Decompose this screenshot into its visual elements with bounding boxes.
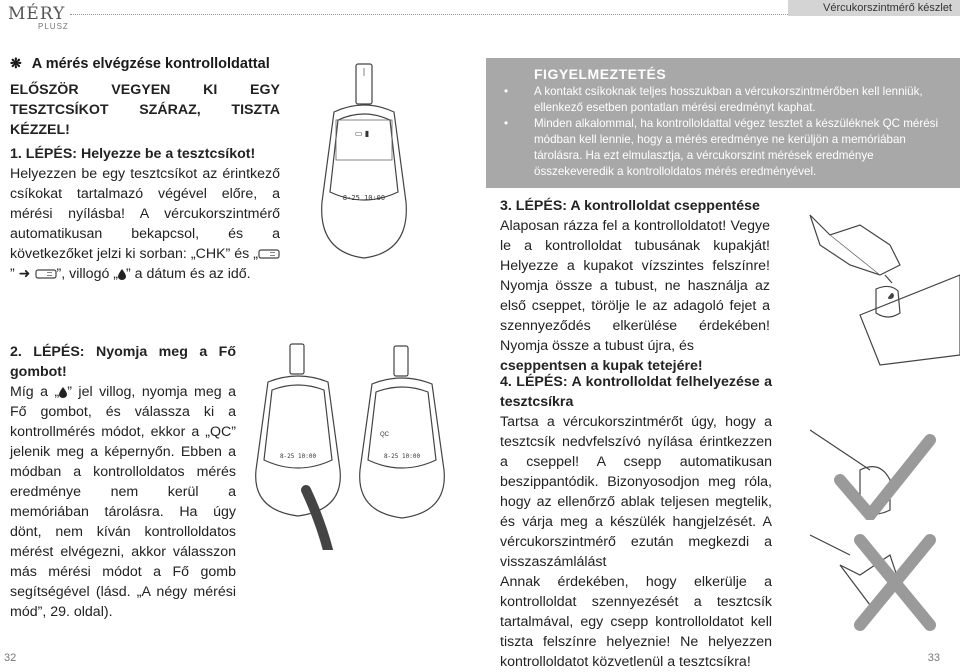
warning-box [486, 58, 960, 188]
drop-icon [118, 269, 126, 280]
step3-emphasis: cseppentsen a kupak tetejére! [500, 358, 703, 374]
checkmark-icon [840, 440, 930, 515]
step4-note: Annak érdekében, hogy elkerülje a kontrolloldat szennyezését a tesztcsík tartalmával, egy csepp kontrolloldatot kell tiszta felszínre helyeznie! Ne helyezzen kontrolloldatot közvetlenül a tesztcsíkra! [500, 574, 772, 670]
header-divider [70, 14, 790, 15]
strip-icon [35, 269, 57, 279]
page-number-left: 32 [4, 652, 17, 664]
intro-instruction: ELŐSZÖR VEGYEN KI EGY TESZTCSÍKOT SZÁRAZ, TISZTA KÉZZEL! [10, 82, 280, 138]
step1-title: 1. LÉPÉS: Helyezze be a tesztcsíkot! [10, 146, 256, 162]
step1-block [10, 80, 280, 284]
section-title [10, 55, 270, 72]
display-strip-icon: ▭ ▮ [354, 129, 370, 138]
section-title-text: A mérés elvégzése kontrolloldattal [31, 56, 270, 72]
step3-title: 3. LÉPÉS: A kontrolloldat cseppentése [500, 198, 760, 214]
meter-illustration-1 [314, 62, 424, 262]
meter-illustration-2 [250, 340, 360, 550]
display-time: 8-25 10:00 [342, 194, 386, 202]
correct-method-illustration [800, 420, 950, 520]
header-tag: Vércukorszintmérő készlet [788, 0, 960, 16]
step3-block [500, 196, 770, 376]
cross-icon [860, 540, 930, 625]
display-time: 8-25 10:00 [279, 453, 317, 460]
step4-block [500, 372, 772, 672]
warning-item: • Minden alkalommal, ha kontrolloldattal végez tesztet a készüléknek QC mérési módban kell lennie, hogy a mérés eredménye ne kerüljön a memóriában tárolásra. Ha ezt elmulasztja, a vércukorszint mérések eredménye összekeveredik a kontrolloldatos mérés eredményével. [500, 116, 944, 180]
step2-title: 2. LÉPÉS: Nyomja meg a Fő gombot! [10, 344, 236, 380]
warning-title: FIGYELMEZTETÉS [534, 66, 667, 82]
step2-text: Míg a „ ” jel villog, nyomja meg a Fő gombot, és válassza ki a kontrollmérés módot, ekkor a „QC” jelenik meg a képernyőn. Ebben a módban a kontrolloldatos mérés eredménye nem kerül a memóriában tárolásra. Ha úgy dönt, nem kíván kontrolloldatos mérést elvégezni, akkor válasszon más mérési módot a Fő gomb segítségével (lásd. „A négy mérési mód”, 29. oldal). [10, 384, 236, 620]
arrow-right-icon: ➜ [18, 266, 31, 282]
step4-text: Tartsa a vércukorszintmérőt úgy, hogy a tesztcsík nedvfelszívó nyílása érintkezzen a cseppel! A csepp automatikusan beszippantódik. Bizonyosodjon meg róla, hogy az ellenőrző ablak teljesen megtelik, és várja meg a készülék hangjelzését. A vércukorszintmérő ezután megkezdi a visszaszámlálást [500, 414, 772, 570]
step3-text: Alaposan rázza fel a kontrolloldatot! Vegye le a kontrolloldat tubusának kupakját! Helyezze a kupakot vízszintes felszínre! Nyomja össze a tubust, ne használja az első cseppet, törölje le az adagoló fejet a szennyeződés elkerülése érdekében! Nyomja össze a tubust újra, és [500, 218, 770, 354]
warning-item: • A kontakt csíkoknak teljes hosszukban a vércukorszintmérőben kell lenniük, ellenkező esetben pontatlan mérési eredményt kaphat. [500, 84, 944, 116]
strip-icon [258, 249, 280, 259]
step4-title: 4. LÉPÉS: A kontrolloldat felhelyezése a tesztcsíkra [500, 374, 772, 410]
step1-text: Helyezzen be egy tesztcsíkot az érintkező csíkokat tartalmazó végével előre, a mérési nyílásba! A vércukorszintmérő automatikusan bekapcsol, és a következőket jelzi ki sorban: „CHK” és „” ➜ ”, villogó „ ” a dátum és az idő. [10, 166, 280, 282]
brand-logo: MÉRY [8, 4, 66, 24]
control-solution-illustration [790, 205, 960, 375]
display-time: 8-25 10:00 [383, 453, 421, 460]
page-number-right: 33 [927, 652, 940, 664]
step2-block [10, 342, 236, 622]
brand-logo-sub: PLUSZ [38, 22, 69, 31]
incorrect-method-illustration [800, 525, 950, 635]
snowflake-icon: ❋ [10, 55, 22, 71]
meter-illustration-3 [356, 340, 466, 540]
qc-label: QC [380, 432, 389, 438]
